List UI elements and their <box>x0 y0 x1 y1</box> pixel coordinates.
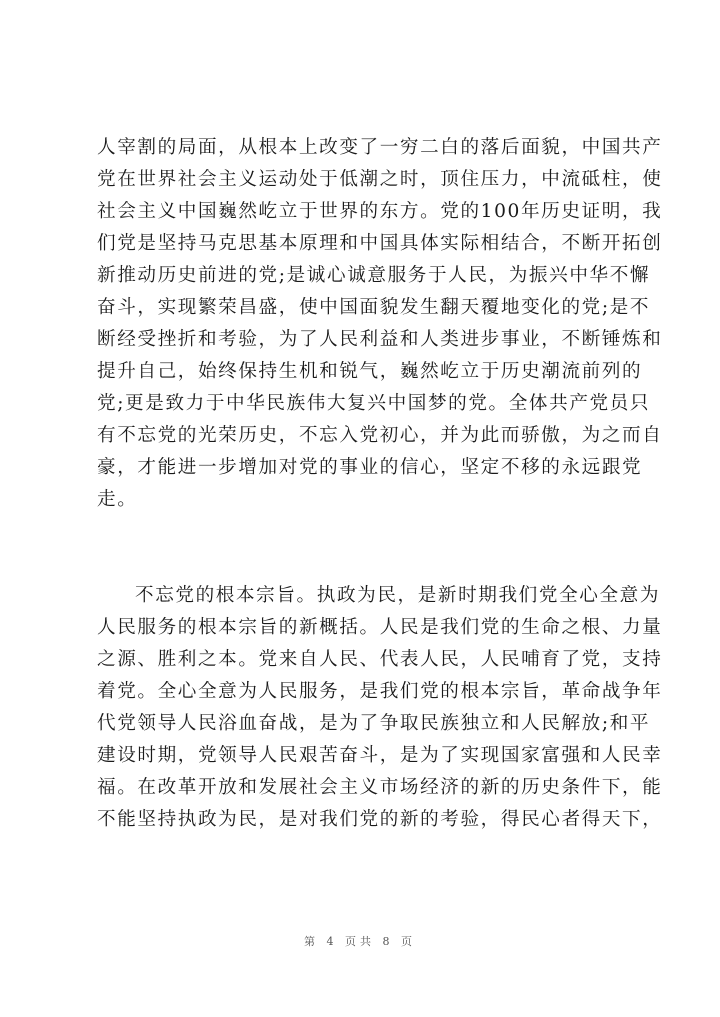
text-line: 新推动历史前进的党;是诚心诚意服务于人民，为振兴中华不懈 <box>97 265 651 286</box>
page-number-footer: 第 4 页共 8 页 <box>304 935 416 948</box>
text-line: 福。在改革开放和发展社会主义市场经济的新的历史条件下，能 <box>97 777 663 798</box>
text-line: 社会主义中国巍然屹立于世界的东方。党的100年历史证明，我 <box>97 201 663 222</box>
text-line: 走。 <box>97 489 138 510</box>
text-line: 奋斗，实现繁荣昌盛，使中国面貌发生翻天覆地变化的党;是不 <box>97 297 651 318</box>
text-line: 代党领导人民浴血奋战，是为了争取民族独立和人民解放;和平 <box>97 713 651 734</box>
text-line: 们党是坚持马克思基本原理和中国具体实际相结合，不断开拓创 <box>97 233 663 254</box>
text-line: 断经受挫折和考验，为了人民利益和人类进步事业，不断锤炼和 <box>97 329 663 350</box>
text-line: 着党。全心全意为人民服务，是我们党的根本宗旨，革命战争年 <box>97 681 663 702</box>
text-line: 人民服务的根本宗旨的新概括。人民是我们党的生命之根、力量 <box>97 617 663 638</box>
text-line: 党;更是致力于中华民族伟大复兴中国梦的党。全体共产党员只 <box>97 393 651 414</box>
paragraph-continued <box>97 132 663 516</box>
paragraph-fundamental-purpose <box>97 580 663 836</box>
text-line: 建设时期，党领导人民艰苦奋斗，是为了实现国家富强和人民幸 <box>97 745 663 766</box>
text-line: 人宰割的局面，从根本上改变了一穷二白的落后面貌，中国共产 <box>97 137 663 158</box>
text-line: 豪，才能进一步增加对党的事业的信心，坚定不移的永远跟党 <box>97 457 643 478</box>
text-line: 提升自己，始终保持生机和锐气，巍然屹立于历史潮流前列的 <box>97 361 643 382</box>
text-line: 党在世界社会主义运动处于低潮之时，顶住压力，中流砥柱，使 <box>97 169 663 190</box>
text-line: 有不忘党的光荣历史，不忘入党初心，并为此而骄傲，为之而自 <box>97 425 663 446</box>
text-line: 不忘党的根本宗旨。执政为民，是新时期我们党全心全意为 <box>135 585 661 606</box>
text-line: 之源、胜利之本。党来自人民、代表人民，人民哺育了党，支持 <box>97 649 663 670</box>
text-line: 不能坚持执政为民，是对我们党的新的考验，得民心者得天下， <box>97 809 663 830</box>
